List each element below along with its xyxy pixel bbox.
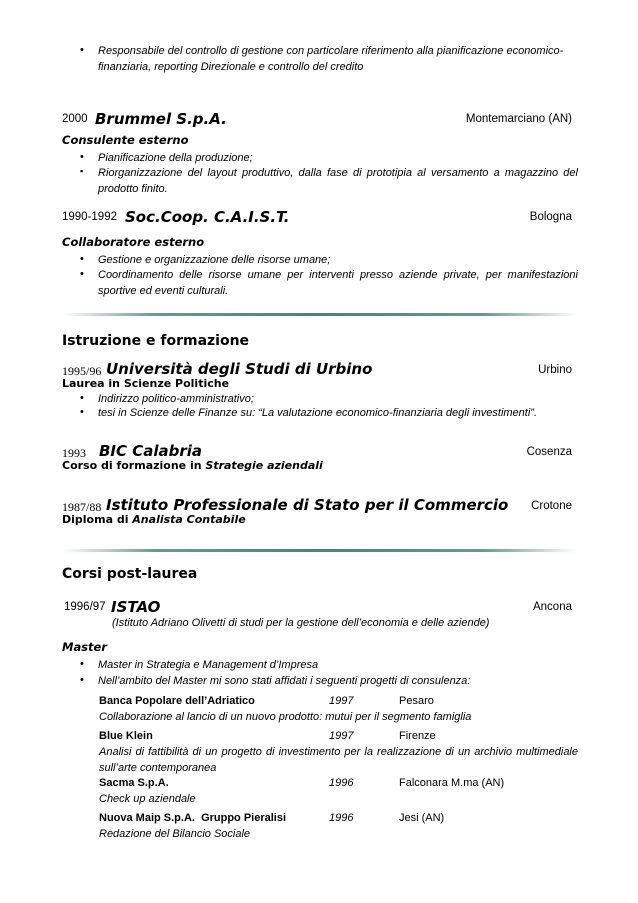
edu-school: Università degli Studi di Urbino xyxy=(106,360,373,378)
job-company: Soc.Coop. C.A.I.S.T. xyxy=(125,208,290,226)
project-desc: Analisi di fattibilità di un progetto di investimento per la realizzazione di un archivio multimediale sull’arte contemporanea xyxy=(99,746,578,774)
job-bullet: Pianificazione della produzione; xyxy=(98,152,253,164)
edu-school: BIC Calabria xyxy=(99,442,203,460)
job-bullet: Riorganizzazione del layout produttivo, dalla fase di prototipia al versamento a magazzino del prodotto finito. xyxy=(98,167,578,195)
bullet-dot: • xyxy=(80,406,84,418)
project-city: Pesaro xyxy=(399,695,434,707)
project-city: Falconara M.ma (AN) xyxy=(399,777,505,789)
postgrad-bullet: Master in Strategia e Management d’Impresa xyxy=(98,659,319,671)
project-desc: Redazione del Bilancio Sociale xyxy=(99,828,251,840)
postgrad-bullet: Nell’ambito del Master mi sono stati affidati i seguenti progetti di consulenza: xyxy=(98,675,471,687)
bullet-dot: • xyxy=(80,253,84,265)
job-year: 1990-1992 xyxy=(62,211,117,223)
project-desc: Collaborazione al lancio di un nuovo prodotto: mutui per il segmento famiglia xyxy=(99,711,472,723)
job-role: Consulente esterno xyxy=(62,133,189,147)
job-city: Bologna xyxy=(529,211,572,223)
job-year: 2000 xyxy=(62,113,88,125)
bullet-dot: • xyxy=(80,151,84,163)
job-company: Brummel S.p.A. xyxy=(95,110,227,128)
edu-school: Istituto Professionale di Stato per il Commercio xyxy=(106,496,509,514)
job-role: Collaboratore esterno xyxy=(62,235,205,249)
edu-year: 1987/88 xyxy=(62,500,102,514)
section-divider xyxy=(62,549,577,552)
bullet-dot: • xyxy=(80,268,84,280)
edu-city: Cosenza xyxy=(526,446,572,458)
section-title: Corsi post-laurea xyxy=(62,566,198,582)
edu-degree: Laurea in Scienze Politiche xyxy=(62,377,230,390)
project-city: Jesi (AN) xyxy=(399,812,445,824)
project-year: 1997 xyxy=(329,730,354,742)
bullet-dot: • xyxy=(80,658,84,670)
edu-year: 1993 xyxy=(62,446,86,460)
bullet-dot: • xyxy=(80,44,84,56)
project-name: Sacma S.p.A. xyxy=(99,777,169,789)
postgrad-subtitle: (Istituto Adriano Olivetti di studi per la gestione dell’economia e delle aziende) xyxy=(112,617,490,629)
edu-city: Urbino xyxy=(538,364,572,376)
project-year: 1996 xyxy=(329,812,354,824)
edu-year: 1995/96 xyxy=(62,364,102,378)
edu-city: Crotone xyxy=(531,500,572,512)
project-name: Banca Popolare dell’Adriatico xyxy=(99,695,255,707)
project-city: Firenze xyxy=(399,730,436,742)
project-year: 1996 xyxy=(329,777,354,789)
job-bullet: Coordinamento delle risorse umane per interventi presso aziende private, per manifestazioni sportive ed eventi culturali. xyxy=(98,269,578,297)
job-bullet: Gestione e organizzazione delle risorse umane; xyxy=(98,254,331,266)
bullet-dot: • xyxy=(80,392,84,404)
project-year: 1997 xyxy=(329,695,354,707)
edu-degree: Diploma di Analista Contabile xyxy=(62,513,246,526)
responsibility-text: Responsabile del controllo di gestione con particolare riferimento alla pianificazione economico-finanziaria, reporting Direzionale e controllo del credito xyxy=(98,45,564,73)
postgrad-role: Master xyxy=(62,640,108,654)
project-name: Nuova Maip S.p.A. Gruppo Pieralisi xyxy=(99,812,287,824)
section-title: Istruzione e formazione xyxy=(62,333,250,349)
postgrad-year: 1996/97 xyxy=(64,601,106,613)
edu-degree: Corso di formazione in Strategie aziendali xyxy=(62,459,323,472)
square-bullet: ▪ xyxy=(80,166,84,176)
edu-bullet: tesi in Scienze delle Finanze su: “La valutazione economico-finanziaria degli investimenti”. xyxy=(98,407,538,419)
edu-bullet: Indirizzo politico-amministrativo; xyxy=(98,393,254,405)
project-desc: Check up aziendale xyxy=(99,793,196,805)
postgrad-city: Ancona xyxy=(532,601,572,613)
bullet-dot: • xyxy=(80,674,84,686)
job-city: Montemarciano (AN) xyxy=(465,113,572,125)
section-divider xyxy=(62,313,577,316)
postgrad-school: ISTAO xyxy=(111,598,161,616)
project-name: Blue Klein xyxy=(99,730,153,742)
